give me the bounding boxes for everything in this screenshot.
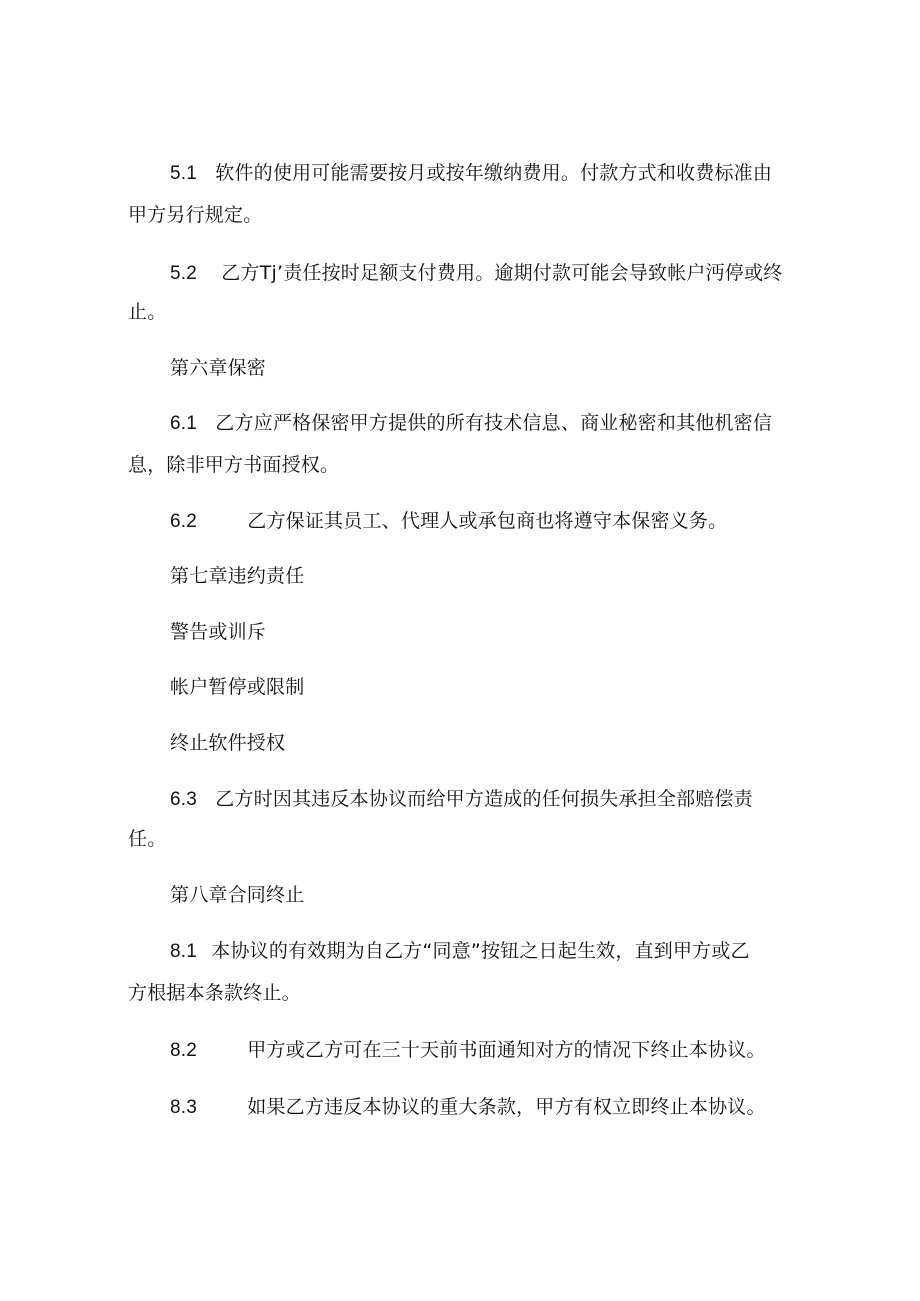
penalty-item-suspend: 帐户暂停或限制 bbox=[170, 676, 305, 698]
penalty-item-terminate: 终止软件授权 bbox=[170, 732, 286, 754]
clause-5-2-line-2: 止。 bbox=[128, 301, 167, 323]
clause-number: 5.2 bbox=[170, 263, 198, 284]
clause-text: 乙方时因其违反本协议而给甲方造成的任何损失承担全部赔偿责 bbox=[215, 788, 753, 810]
clause-text: 本协议的有效期为自乙方“同意”按钮之日起生效，直到甲方或乙 bbox=[211, 940, 750, 962]
clause-number: 6.3 bbox=[170, 789, 198, 810]
clause-6-1-line-1 bbox=[170, 410, 772, 437]
clause-text: 乙方应严格保密甲方提供的所有技术信息、商业秘密和其他机密信 bbox=[215, 412, 773, 434]
clause-text: 甲方或乙方可在三十天前书面通知对方的情况下终止本协议。 bbox=[247, 1039, 766, 1061]
clause-number: 6.1 bbox=[170, 413, 198, 434]
clause-number: 8.3 bbox=[170, 1097, 198, 1118]
clause-8-1-line-2: 方根据本条款终止。 bbox=[128, 982, 301, 1004]
clause-6-3-line-2: 任。 bbox=[128, 828, 167, 850]
clause-number: 8.2 bbox=[170, 1040, 198, 1061]
clause-6-1-line-2: 息，除非甲方书面授权。 bbox=[128, 454, 340, 476]
chapter-7-heading: 第七章违约责任 bbox=[170, 565, 305, 587]
clause-8-2 bbox=[170, 1037, 766, 1064]
clause-text: 软件的使用可能需要按月或按年缴纳费用。付款方式和收费标准由 bbox=[215, 162, 773, 184]
clause-5-1-line-2: 甲方另行规定。 bbox=[128, 204, 263, 226]
penalty-item-warning: 警告或训斥 bbox=[170, 621, 267, 643]
clause-text: 乙方Tj’责任按时足额支付费用。逾期付款可能会导致帐户沔停或终 bbox=[221, 262, 783, 284]
chapter-8-heading: 第八章合同终止 bbox=[170, 884, 305, 906]
clause-number: 6.2 bbox=[170, 511, 198, 532]
chapter-6-heading: 第六章保密 bbox=[170, 357, 267, 379]
clause-text: 如果乙方违反本协议的重大条款，甲方有权立即终止本协议。 bbox=[247, 1096, 766, 1118]
clause-5-1-line-1 bbox=[170, 160, 772, 187]
clause-5-2-line-1 bbox=[170, 260, 782, 287]
clause-6-3-line-1 bbox=[170, 786, 753, 813]
clause-number: 5.1 bbox=[170, 163, 198, 184]
clause-8-3 bbox=[170, 1094, 766, 1121]
clause-text: 乙方保证其员工、代理人或承包商也将遵守本保密义务。 bbox=[247, 510, 728, 532]
clause-8-1-line-1 bbox=[170, 938, 750, 965]
clause-6-2 bbox=[170, 508, 727, 535]
clause-number: 8.1 bbox=[170, 941, 198, 962]
